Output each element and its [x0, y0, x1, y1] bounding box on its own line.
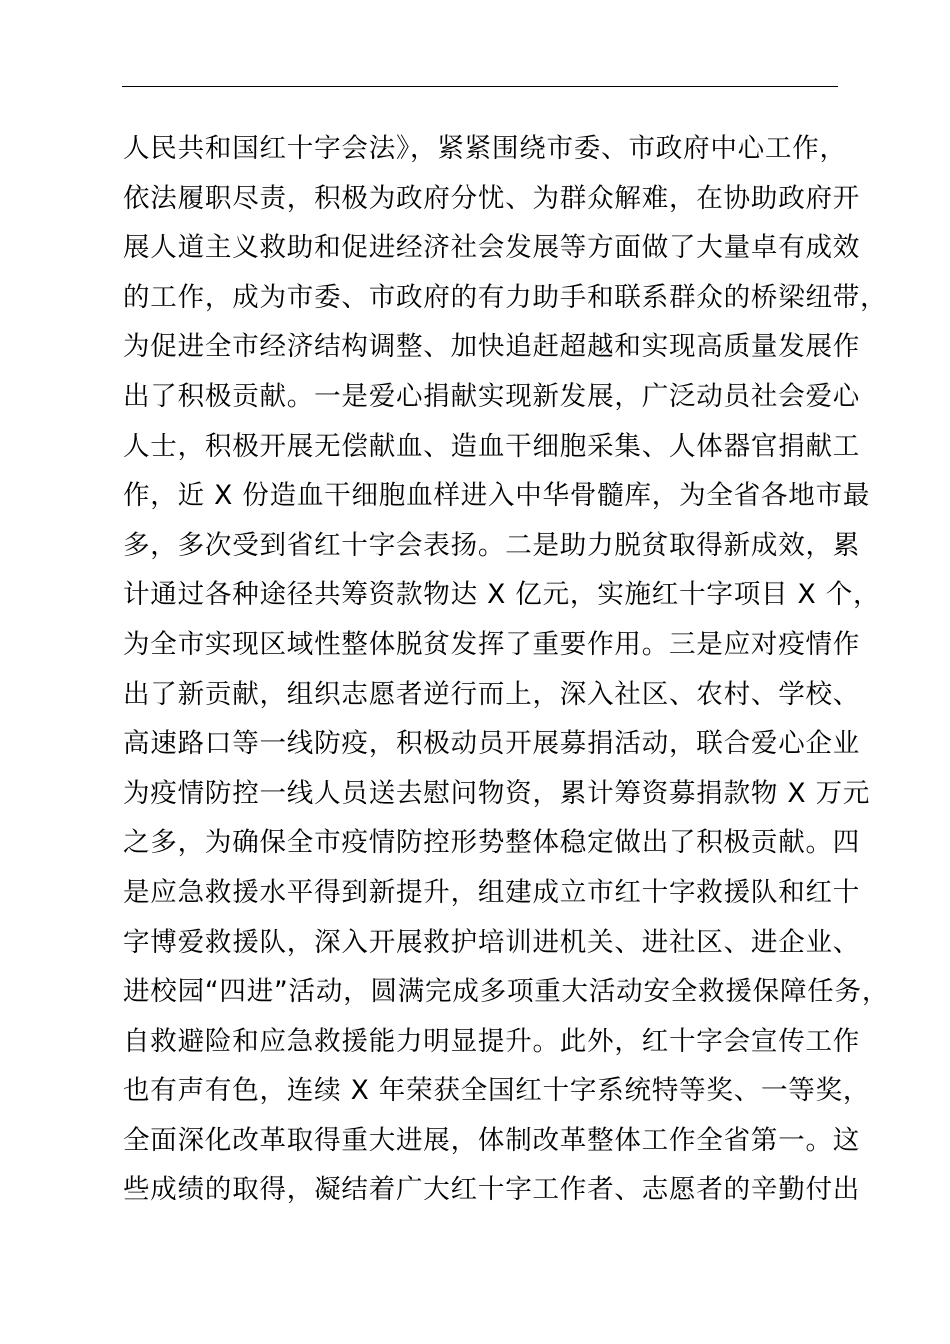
text-line: 人民共和国红十字会法》，紧紧围绕市委、市政府中心工作，	[123, 133, 847, 164]
text-line: 全面深化改革取得重大进展，体制改革整体工作全省第一。这	[123, 1124, 861, 1156]
text-line: 为促进全市经济结构调整、加快追赶超越和实现高质量发展作	[123, 331, 861, 363]
text-line: 人士，积极开展无偿献血、造血干细胞采集、人体器官捐献工	[123, 430, 861, 462]
text-line: 为疫情防控一线人员送去慰问物资，累计筹资募捐款物 X 万元	[123, 777, 871, 809]
text-line: 多，多次受到省红十字会表扬。二是助力脱贫取得新成效，累	[123, 529, 861, 561]
text-line: 出了新贡献，组织志愿者逆行而上，深入社区、农村、学校、	[123, 678, 861, 710]
text-line: 作，近 X 份造血干细胞血样进入中华骨髓库，为全省各地市最	[123, 480, 871, 512]
text-line: 计通过各种途径共筹资款物达 X 亿元，实施红十字项目 X 个，	[123, 579, 881, 611]
text-line: 为全市实现区域性整体脱贫发挥了重要作用。三是应对疫情作	[123, 628, 861, 660]
text-line: 字博爱救援队，深入开展救护培训进机关、进社区、进企业、	[123, 926, 861, 958]
header-rule	[122, 86, 838, 87]
text-line: 依法履职尽责，积极为政府分忧、为群众解难，在协助政府开	[123, 182, 861, 214]
text-line: 的工作，成为市委、市政府的有力助手和联系群众的桥梁纽带，	[123, 281, 888, 313]
text-line: 是应急救援水平得到新提升，组建成立市红十字救援队和红十	[123, 876, 861, 908]
text-line: 进校园“四进”活动，圆满完成多项重大活动安全救援保障任务，	[123, 976, 890, 1008]
text-line: 出了积极贡献。一是爱心捐献实现新发展，广泛动员社会爱心	[123, 380, 861, 412]
text-line: 自救避险和应急救援能力明显提升。此外，红十字会宣传工作	[123, 1025, 861, 1057]
text-line: 高速路口等一线防疫，积极动员开展募捐活动，联合爱心企业	[123, 728, 861, 760]
text-line: 也有声有色，连续 X 年荣获全国红十字系统特等奖、一等奖，	[123, 1075, 871, 1107]
text-line: 之多，为确保全市疫情防控形势整体稳定做出了积极贡献。四	[123, 827, 861, 859]
body-paragraph	[123, 124, 890, 1215]
text-line: 些成绩的取得，凝结着广大红十字工作者、志愿者的辛勤付出	[123, 1174, 861, 1206]
text-line: 展人道主义救助和促进经济社会发展等方面做了大量卓有成效	[123, 232, 861, 264]
